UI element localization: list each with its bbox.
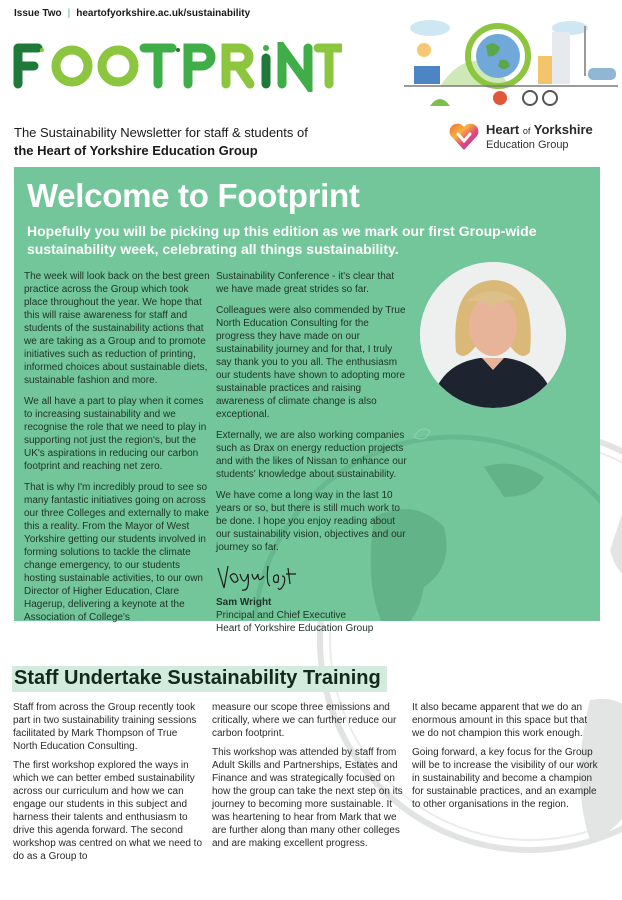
paragraph: That is why I'm incredibly proud to see so many fantastic initiatives going on across our three Colleges and externally to make this a reality. From the Mayor of West Yorkshire getting our students involved in forming solutions to tackle the climate change emergency, to our students hosting sustainable activities, to our own Director of Higher Education, Clare Hagerup, delivering a keynote at the Association of College's xyxy=(24,482,210,623)
issue-line xyxy=(14,8,250,19)
signatory-role: Principal and Chief Executive xyxy=(216,610,347,621)
separator: | xyxy=(67,8,71,19)
principal-portrait xyxy=(420,262,566,408)
logo-subtitle: Education Group xyxy=(486,138,569,151)
signature xyxy=(216,562,408,592)
heart-logo-icon xyxy=(448,122,480,152)
training-column-3 xyxy=(412,701,602,817)
masthead-logo xyxy=(12,42,342,92)
welcome-lead: Hopefully you will be picking up this edition as we mark our first Group-wide sustainability week, celebrating all things sustainability. xyxy=(27,223,537,257)
welcome-column-2 xyxy=(216,270,408,635)
welcome-panel xyxy=(14,167,600,634)
newsletter-tagline xyxy=(14,124,308,160)
cloud-icon xyxy=(410,20,450,36)
signature-icon xyxy=(216,562,306,592)
car-icon xyxy=(588,68,616,80)
paragraph: Staff from across the Group recently took part in two sustainability training sessions facilitated by Mark Thompson of True North Education Consulting. xyxy=(13,702,197,752)
portrait-photo-icon xyxy=(420,262,566,408)
training-section-title: Staff Undertake Sustainability Training xyxy=(12,666,387,692)
paragraph: We have come a long way in the last 10 years or so, but there is still much work to be done. I hope you enjoy reading about our sustainability vision, objectives and our journey so far. xyxy=(216,490,406,553)
website-link[interactable]: heartofyorkshire.ac.uk/sustainability xyxy=(76,8,251,19)
paragraph: This workshop was attended by staff from Adult Skills and Partnerships, Estates and Finance and was strategically focused on how the group can take the next step on its journey to becoming more sustainable. It was heartening to hear from Mark that we are further along than many other colleges and are making excellent progress. xyxy=(212,747,403,849)
sun-icon xyxy=(417,43,431,57)
paragraph: Colleagues were also commended by True North Education Consulting for the progress they have made on our sustainability journey and for that, I truly say thank you to you all. The enthusiasm our students have shown to adopting more sustainable practices and raising awareness of climate change is also exceptional. xyxy=(216,305,406,420)
bicycle-icon xyxy=(523,91,537,105)
solar-panel-icon xyxy=(414,66,440,84)
footprint-wordmark-icon xyxy=(12,42,342,92)
paragraph: measure our scope three emissions and critically, where we can further reduce our carbon footprint. xyxy=(212,702,397,739)
signatory-org: Heart of Yorkshire Education Group xyxy=(216,623,374,634)
issue-label: Issue Two xyxy=(14,8,62,19)
signatory-name: Sam Wright xyxy=(216,597,272,608)
welcome-title: Welcome to Footprint xyxy=(27,177,360,214)
paragraph: Going forward, a key focus for the Group will be to increase the visibility of our work in sustainability and become a champion for sustainable practices, and an example to other organisations in the region. xyxy=(412,747,598,810)
paragraph: Externally, we are also working companies such as Drax on energy reduction projects and with the likes of Nissan to enhance our students' knowledge about sustainability. xyxy=(216,430,407,480)
plant-icon xyxy=(430,99,450,106)
paragraph: It also became apparent that we do an enormous amount in this space but that we do not champion this work enough. xyxy=(412,702,588,739)
paragraph: The week will look back on the best green practice across the Group which took place throughout the year. We hope that this will raise awareness for staff and students of the sustainability actions that we are taking as a Group and to promote initiatives such as reduction of printing, informed choices about sustainable diets, sustainable fashion and more. xyxy=(24,271,210,386)
welcome-column-1 xyxy=(24,270,214,632)
sustainability-illustration xyxy=(400,6,622,110)
training-column-1 xyxy=(13,701,203,869)
apple-icon xyxy=(493,91,507,105)
tagline-line1: The Sustainability Newsletter for staff & students of xyxy=(14,125,308,140)
heart-of-yorkshire-logo: Heart of Yorkshire Education Group xyxy=(448,122,593,152)
paragraph: We all have a part to play when it comes to increasing sustainability and we recognise the role that we need to play in supporting not just the region's, but the UK's aspirations in reducing our carbon footprint and reaching net zero. xyxy=(24,396,207,472)
paragraph: The first workshop explored the ways in which we can better embed sustainability across our curriculum and how we can engage our students in this subject and harness their talents and enthusiasm to drive this agenda forward. The second workshop was centred on what we need to do as a Group to xyxy=(13,760,202,862)
training-column-2 xyxy=(212,701,404,856)
paragraph: Sustainability Conference - it's clear that we have made great strides so far. xyxy=(216,271,395,295)
tagline-line2: the Heart of Yorkshire Education Group xyxy=(14,143,258,158)
